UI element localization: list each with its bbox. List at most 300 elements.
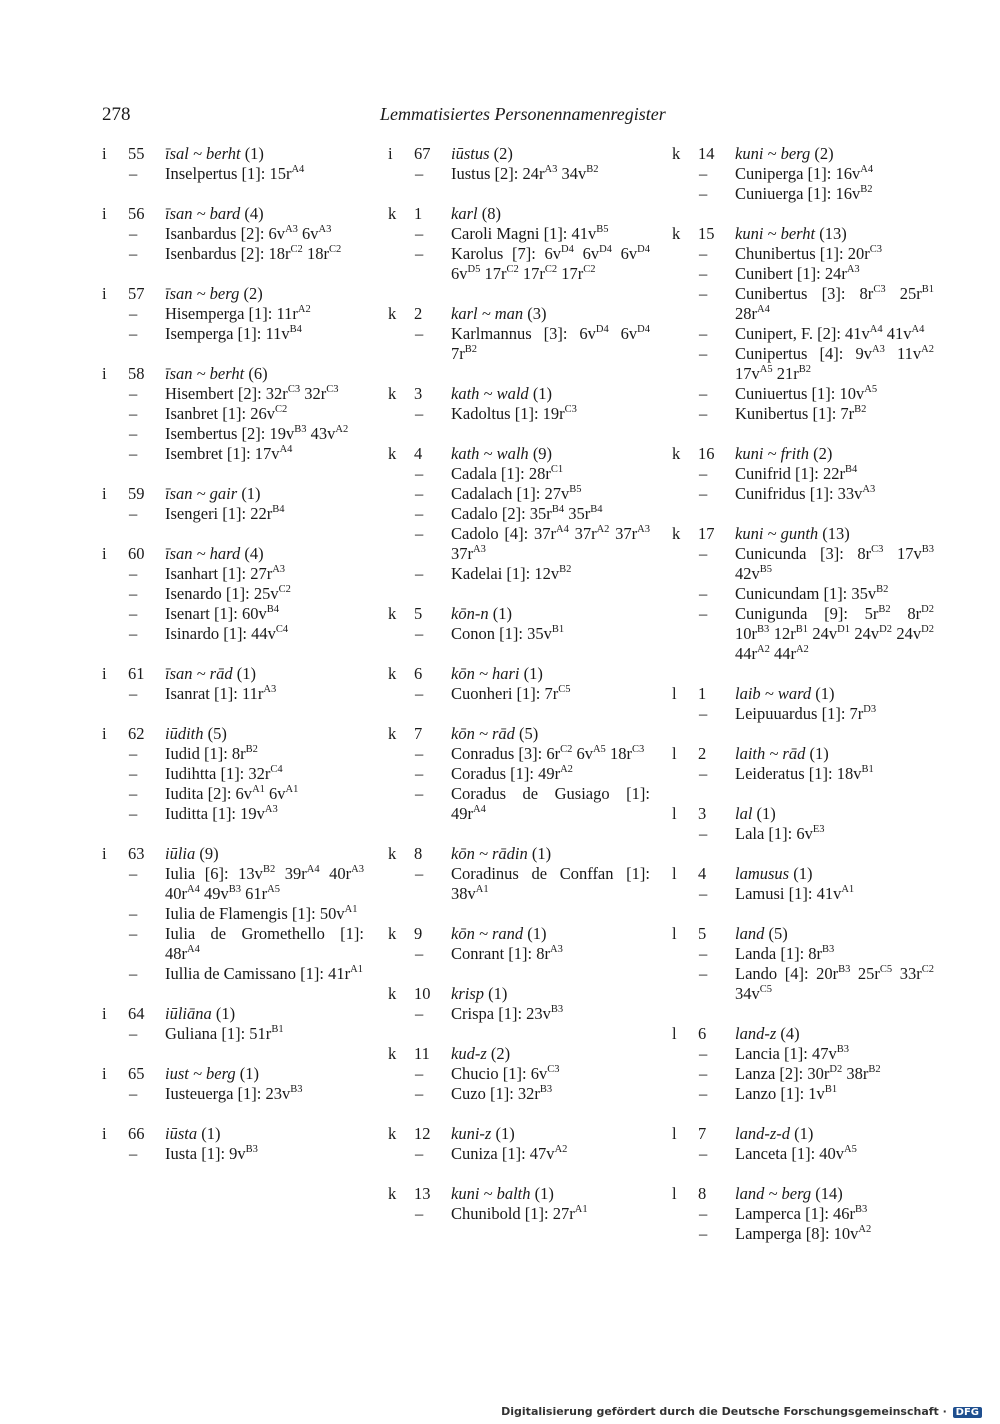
folio-superscript: B3: [294, 423, 307, 435]
folio-superscript: C4: [270, 763, 283, 775]
dash-marker: –: [415, 784, 424, 803]
dash-marker: –: [699, 1084, 708, 1103]
dash-marker: –: [415, 624, 424, 643]
folio-superscript: C3: [869, 243, 882, 255]
lemma-letter: i: [102, 284, 107, 303]
lemma-name: kuni ~ berg: [735, 144, 811, 163]
name-form: [672, 764, 934, 784]
lemma-name: lamusus: [735, 864, 790, 883]
name-form: [388, 1064, 650, 1084]
register-column-3: [672, 144, 934, 1264]
lemma-entry: [388, 1184, 650, 1224]
lemma-count: (1): [211, 1004, 236, 1023]
lemma-heading: [451, 924, 547, 944]
lemma-number: 4: [414, 444, 423, 463]
name-form: [672, 604, 934, 664]
lemma-entry: [388, 144, 650, 184]
lemma-number: 3: [698, 804, 707, 823]
lemma-header: [672, 804, 934, 824]
name-form-text: Leipuuardus [1]: $7r^{D3}$: [735, 703, 877, 723]
lemma-number: 10: [414, 984, 431, 1003]
lemma-entry: [672, 1124, 934, 1164]
lemma-header: [102, 1004, 364, 1024]
lemma-count: (9): [528, 444, 553, 463]
lemma-number: 1: [698, 684, 707, 703]
folio-superscript: A2: [297, 303, 311, 315]
dash-marker: –: [129, 624, 138, 643]
dash-marker: –: [699, 404, 708, 423]
folio-superscript: D2: [879, 623, 892, 635]
lemma-letter: i: [102, 1064, 107, 1083]
name-form-text: Iulia [6]: $13v^{B2}$ $39r^{A4}$ $40r^{A3}$ $40r^{A4}$ $49v^{B3}$ $61r^{A5}$: [165, 863, 365, 903]
dash-marker: –: [129, 224, 138, 243]
dash-marker: –: [699, 164, 708, 183]
lemma-name: laib ~ ward: [735, 684, 812, 703]
name-form-text: Coradus de Gusiago [1]: $49r^{A4}$: [451, 784, 650, 823]
name-form-text: Cuniuertus [1]: $10v^{A5}$: [735, 383, 878, 403]
dash-marker: –: [699, 944, 708, 963]
lemma-letter: l: [672, 1124, 677, 1143]
lemma-number: 8: [414, 844, 423, 863]
name-form: [102, 244, 364, 264]
lemma-number: 7: [698, 1124, 707, 1143]
folio-superscript: B4: [551, 503, 565, 515]
dash-marker: –: [129, 504, 138, 523]
dash-marker: –: [699, 264, 708, 283]
lemma-name: īsan ~ rād: [165, 664, 233, 683]
folio-superscript: C3: [547, 1063, 560, 1075]
dash-marker: –: [415, 1204, 424, 1223]
folio-superscript: B2: [854, 403, 867, 415]
folio-superscript: C5: [558, 683, 571, 695]
lemma-entry: [102, 204, 364, 264]
folio-superscript: B3: [550, 1003, 564, 1015]
lemma-name: iust ~ berg: [165, 1064, 236, 1083]
dash-marker: –: [129, 444, 138, 463]
lemma-heading: [451, 1124, 515, 1144]
lemma-name: īsan ~ hard: [165, 544, 241, 563]
name-form-text: Karolus [7]: $6v^{D4}$ $6v^{D4}$ $6v^{D4}$ $6v^{D5}$ $17r^{C2}$ $17r^{C2}$ $17r^{C2}$: [451, 243, 651, 283]
folio-superscript: C3: [873, 283, 886, 295]
dash-marker: –: [129, 1084, 138, 1103]
footer-credit: [501, 1405, 982, 1418]
name-form-text: Isembret [1]: $17v^{A4}$: [165, 443, 293, 463]
lemma-header: [672, 924, 934, 944]
name-form-text: Cuonheri [1]: $7r^{C5}$: [451, 683, 571, 703]
lemma-count: (1): [752, 804, 776, 823]
lemma-name: kud-z: [451, 1044, 487, 1063]
lemma-header: [672, 144, 934, 164]
lemma-count: (1): [528, 384, 553, 403]
name-form: [102, 1024, 364, 1044]
lemma-entry: [388, 204, 650, 284]
name-form-text: Isengeri [1]: $22r^{B4}$: [165, 503, 285, 523]
dash-marker: –: [415, 1064, 424, 1083]
lemma-number: 3: [414, 384, 423, 403]
lemma-number: 65: [128, 1064, 145, 1083]
folio-superscript: A2: [596, 523, 610, 535]
lemma-letter: k: [388, 724, 397, 743]
lemma-entry: [102, 484, 364, 524]
dash-marker: –: [699, 244, 708, 263]
lemma-letter: k: [388, 604, 397, 623]
name-form: [388, 224, 650, 244]
lemma-entry: [102, 1064, 364, 1104]
lemma-number: 63: [128, 844, 145, 863]
folio-superscript: D4: [637, 243, 651, 255]
lemma-count: (1): [235, 1064, 260, 1083]
lemma-entry: [672, 224, 934, 424]
lemma-heading: [165, 484, 261, 504]
folio-superscript: A3: [549, 943, 563, 955]
folio-superscript: C4: [275, 623, 289, 635]
dash-marker: –: [699, 584, 708, 603]
name-form: [102, 564, 364, 584]
dfg-logo: DFG: [953, 1407, 982, 1418]
name-form: [672, 1044, 934, 1064]
dash-marker: –: [415, 484, 424, 503]
name-form-text: Isanhart [1]: $27r^{A3}$: [165, 563, 286, 583]
name-form-text: Lamusi [1]: $41v^{A1}$: [735, 883, 855, 903]
dash-marker: –: [129, 244, 138, 263]
lemma-heading: [165, 1064, 259, 1084]
name-form: [102, 904, 364, 924]
dash-marker: –: [415, 324, 424, 343]
folio-superscript: A4: [860, 163, 874, 175]
lemma-heading: [165, 1004, 235, 1024]
lemma-heading: [165, 664, 256, 684]
name-form-text: Karlmannus [3]: $6v^{D4}$ $6v^{D4}$ $7r^{B2}$: [451, 323, 650, 363]
lemma-number: 17: [698, 524, 715, 543]
lemma-header: [388, 144, 650, 164]
lemma-count: (1): [523, 924, 547, 943]
name-form-text: Guliana [1]: $51r^{B1}$: [165, 1023, 284, 1043]
lemma-number: 67: [414, 144, 431, 163]
lemma-entry: [388, 1124, 650, 1164]
name-form-text: Lanceta [1]: $40v^{A5}$: [735, 1143, 857, 1163]
dash-marker: –: [699, 1204, 708, 1223]
lemma-header: [102, 284, 364, 304]
folio-superscript: B3: [855, 1203, 868, 1215]
name-form-text: Isanbret [1]: $26v^{C2}$: [165, 403, 288, 423]
lemma-heading: [165, 364, 268, 384]
lemma-number: 60: [128, 544, 145, 563]
dash-marker: –: [699, 764, 708, 783]
name-form: [388, 624, 650, 644]
folio-superscript: B2: [876, 583, 889, 595]
folio-superscript: B4: [289, 323, 302, 335]
folio-superscript: A3: [264, 803, 278, 815]
folio-superscript: B2: [878, 603, 891, 615]
folio-superscript: B2: [586, 163, 599, 175]
name-form: [672, 1084, 934, 1104]
folio-superscript: D2: [921, 603, 934, 615]
folio-superscript: B2: [798, 363, 811, 375]
folio-superscript: C5: [879, 963, 893, 975]
lemma-name: īsan ~ berht: [165, 364, 245, 383]
dash-marker: –: [129, 384, 138, 403]
lemma-entry: [102, 664, 364, 704]
dash-marker: –: [129, 164, 138, 183]
lemma-header: [388, 204, 650, 224]
name-form-text: Kadelai [1]: $12v^{B2}$: [451, 563, 572, 583]
dash-marker: –: [699, 344, 708, 363]
name-form-text: Coradinus de Conffan [1]: $38v^{A1}$: [451, 864, 650, 903]
dash-marker: –: [699, 1044, 708, 1063]
lemma-number: 64: [128, 1004, 145, 1023]
folio-superscript: C3: [564, 403, 577, 415]
dash-marker: –: [415, 224, 424, 243]
lemma-entry: [102, 1124, 364, 1164]
lemma-name: kuni-z: [451, 1124, 492, 1143]
folio-superscript: C1: [550, 463, 564, 475]
name-form-text: Hisemperga [1]: $11r^{A2}$: [165, 303, 311, 323]
lemma-header: [388, 384, 650, 404]
folio-superscript: D4: [599, 243, 612, 255]
dash-marker: –: [129, 684, 138, 703]
folio-superscript: B3: [539, 1083, 553, 1095]
lemma-count: (1): [484, 984, 508, 1003]
folio-superscript: B2: [868, 1063, 881, 1075]
name-form-text: Cunigunda [9]: $5r^{B2}$ $8r^{D2}$ $10r^{B3}$ $12r^{B1}$ $24v^{D1}$ $24v^{D2}$ $24v^{D2}$ $44r^{A2}$ $44r^{A2}$: [735, 603, 934, 663]
lemma-heading: [735, 684, 835, 704]
name-form: [102, 1144, 364, 1164]
lemma-letter: i: [102, 144, 107, 163]
name-form: [388, 404, 650, 424]
name-form: [102, 1084, 364, 1104]
folio-superscript: C5: [759, 983, 773, 995]
name-form-text: Iustus [2]: $24r^{A3}$ $34v^{B2}$: [451, 163, 599, 183]
lemma-count: (8): [477, 204, 501, 223]
lemma-heading: [165, 544, 264, 564]
folio-superscript: B4: [844, 463, 858, 475]
lemma-name: īsan ~ bard: [165, 204, 241, 223]
lemma-entry: [672, 444, 934, 504]
lemma-header: [388, 604, 650, 624]
lemma-heading: [165, 844, 219, 864]
folio-superscript: D4: [595, 323, 609, 335]
lemma-letter: k: [388, 204, 397, 223]
lemma-number: 6: [414, 664, 423, 683]
lemma-header: [672, 744, 934, 764]
name-form-text: Isembertus [2]: $19v^{B3}$ $43v^{A2}$: [165, 423, 349, 443]
name-form: [672, 824, 934, 844]
name-form: [388, 244, 650, 284]
folio-superscript: A1: [252, 783, 265, 795]
lemma-entry: [388, 444, 650, 584]
name-form: [388, 684, 650, 704]
name-form: [672, 484, 934, 504]
lemma-heading: [735, 1124, 813, 1144]
name-form-text: Cunibertus [3]: $8r^{C3}$ $25r^{B1}$ $28r^{A4}$: [735, 283, 934, 323]
lemma-name: kath ~ wald: [451, 384, 529, 403]
folio-superscript: A4: [869, 323, 883, 335]
dash-marker: –: [415, 864, 424, 883]
folio-superscript: D5: [467, 263, 481, 275]
lemma-header: [102, 844, 364, 864]
lemma-count: (5): [203, 724, 227, 743]
dash-marker: –: [699, 1224, 708, 1243]
dash-marker: –: [699, 964, 708, 983]
folio-superscript: A3: [872, 343, 885, 355]
name-form: [388, 524, 650, 564]
lemma-number: 2: [698, 744, 707, 763]
name-form-text: Isenart [1]: $60v^{B4}$: [165, 603, 279, 623]
dash-marker: –: [415, 244, 424, 263]
folio-superscript: B1: [824, 1083, 838, 1095]
lemma-name: iūstus: [451, 144, 490, 163]
lemma-entry: [672, 1184, 934, 1244]
name-form-text: Lanza [2]: $30r^{D2}$ $38r^{B2}$: [735, 1063, 881, 1083]
lemma-number: 66: [128, 1124, 145, 1143]
lemma-letter: l: [672, 684, 677, 703]
lemma-count: (1): [790, 1124, 814, 1143]
name-form: [388, 744, 650, 764]
name-form: [102, 504, 364, 524]
folio-superscript: B1: [921, 283, 934, 295]
lemma-letter: k: [388, 984, 397, 1003]
name-form: [672, 164, 934, 184]
page-number: 278: [102, 104, 131, 125]
name-form: [102, 924, 364, 964]
lemma-header: [672, 224, 934, 244]
folio-superscript: A5: [844, 1143, 857, 1155]
folio-superscript: D4: [561, 243, 574, 255]
lemma-heading: [451, 724, 538, 744]
name-form: [672, 1204, 934, 1224]
lemma-name: kuni ~ frith: [735, 444, 810, 463]
name-form: [388, 464, 650, 484]
name-form-text: Chunibertus [1]: $20r^{C3}$: [735, 243, 882, 263]
lemma-entry: [102, 544, 364, 644]
lemma-entry: [388, 604, 650, 644]
folio-superscript: C3: [287, 383, 301, 395]
name-form: [672, 404, 934, 424]
dash-marker: –: [129, 744, 138, 763]
lemma-count: (4): [240, 544, 264, 563]
name-form: [672, 324, 934, 344]
dash-marker: –: [699, 544, 708, 563]
folio-superscript: C2: [290, 243, 303, 255]
folio-superscript: A5: [267, 883, 280, 895]
dash-marker: –: [129, 784, 138, 803]
name-form: [388, 1004, 650, 1024]
lemma-count: (6): [244, 364, 268, 383]
name-form-text: Leideratus [1]: $18v^{B1}$: [735, 763, 874, 783]
dash-marker: –: [415, 404, 424, 423]
dash-marker: –: [699, 704, 708, 723]
folio-superscript: B2: [245, 743, 258, 755]
lemma-name: iūsta: [165, 1124, 198, 1143]
name-form: [102, 444, 364, 464]
name-form-text: Isenbardus [2]: $18r^{C2}$ $18r^{C2}$: [165, 243, 342, 263]
folio-superscript: A1: [285, 783, 299, 795]
dash-marker: –: [129, 324, 138, 343]
dash-marker: –: [129, 924, 138, 943]
name-form: [672, 384, 934, 404]
name-form: [388, 484, 650, 504]
lemma-header: [672, 864, 934, 884]
lemma-count: (1): [519, 664, 543, 683]
lemma-letter: k: [388, 384, 397, 403]
name-form: [672, 1224, 934, 1244]
lemma-name: iūlia: [165, 844, 196, 863]
lemma-count: (1): [237, 484, 261, 503]
dash-marker: –: [129, 564, 138, 583]
name-form-text: Lamperga [8]: $10v^{A2}$: [735, 1223, 872, 1243]
name-form: [102, 304, 364, 324]
lemma-name: īsan ~ gair: [165, 484, 238, 503]
name-form: [388, 784, 650, 824]
name-form-text: Kadoltus [1]: $19r^{C3}$: [451, 403, 577, 423]
lemma-name: kōn ~ rand: [451, 924, 524, 943]
lemma-entry: [102, 724, 364, 824]
name-form: [672, 344, 934, 384]
lemma-entry: [102, 364, 364, 464]
dash-marker: –: [699, 604, 708, 623]
running-title: Lemmatisiertes Personennamenregister: [380, 104, 666, 124]
lemma-count: (1): [789, 864, 813, 883]
folio-superscript: A1: [574, 1203, 588, 1215]
folio-superscript: B3: [290, 1083, 303, 1095]
dash-marker: –: [415, 684, 424, 703]
dash-marker: –: [415, 764, 424, 783]
dash-marker: –: [699, 824, 708, 843]
lemma-number: 5: [414, 604, 423, 623]
lemma-count: (1): [527, 844, 552, 863]
name-form: [102, 864, 364, 904]
dash-marker: –: [129, 864, 138, 883]
lemma-header: [102, 544, 364, 564]
name-form-text: Cunifridus [1]: $33v^{A3}$: [735, 483, 876, 503]
lemma-header: [672, 684, 934, 704]
lemma-heading: [451, 204, 501, 224]
dash-marker: –: [699, 484, 708, 503]
name-form-text: Cuniperga [1]: $16v^{A4}$: [735, 163, 874, 183]
lemma-count: (1): [530, 1184, 554, 1203]
lemma-letter: k: [672, 144, 681, 163]
lemma-count: (2): [489, 144, 513, 163]
lemma-letter: i: [102, 484, 107, 503]
folio-superscript: C2: [921, 963, 935, 975]
lemma-entry: [672, 144, 934, 204]
lemma-name: iūdith: [165, 724, 204, 743]
lemma-heading: [735, 1184, 843, 1204]
folio-superscript: A3: [473, 543, 486, 555]
dash-marker: –: [129, 1024, 138, 1043]
dash-marker: –: [415, 564, 424, 583]
folio-superscript: A4: [306, 863, 320, 875]
lemma-letter: k: [388, 664, 397, 683]
folio-superscript: A3: [846, 263, 860, 275]
lemma-header: [388, 304, 650, 324]
dash-marker: –: [129, 604, 138, 623]
name-form: [388, 504, 650, 524]
name-form: [102, 384, 364, 404]
folio-superscript: B2: [464, 343, 478, 355]
lemma-count: (1): [491, 1124, 515, 1143]
name-form: [102, 604, 364, 624]
dash-marker: –: [129, 424, 138, 443]
lemma-heading: [451, 1044, 510, 1064]
folio-superscript: A3: [263, 683, 277, 695]
lemma-entry: [102, 144, 364, 184]
register-column-2: [388, 144, 650, 1244]
name-form: [102, 584, 364, 604]
name-form-text: Cunipertus [4]: $9v^{A3}$ $11v^{A2}$ $17v^{A5}$ $21r^{B2}$: [735, 343, 934, 383]
lemma-name: kuni ~ berht: [735, 224, 816, 243]
lemma-letter: k: [672, 444, 681, 463]
